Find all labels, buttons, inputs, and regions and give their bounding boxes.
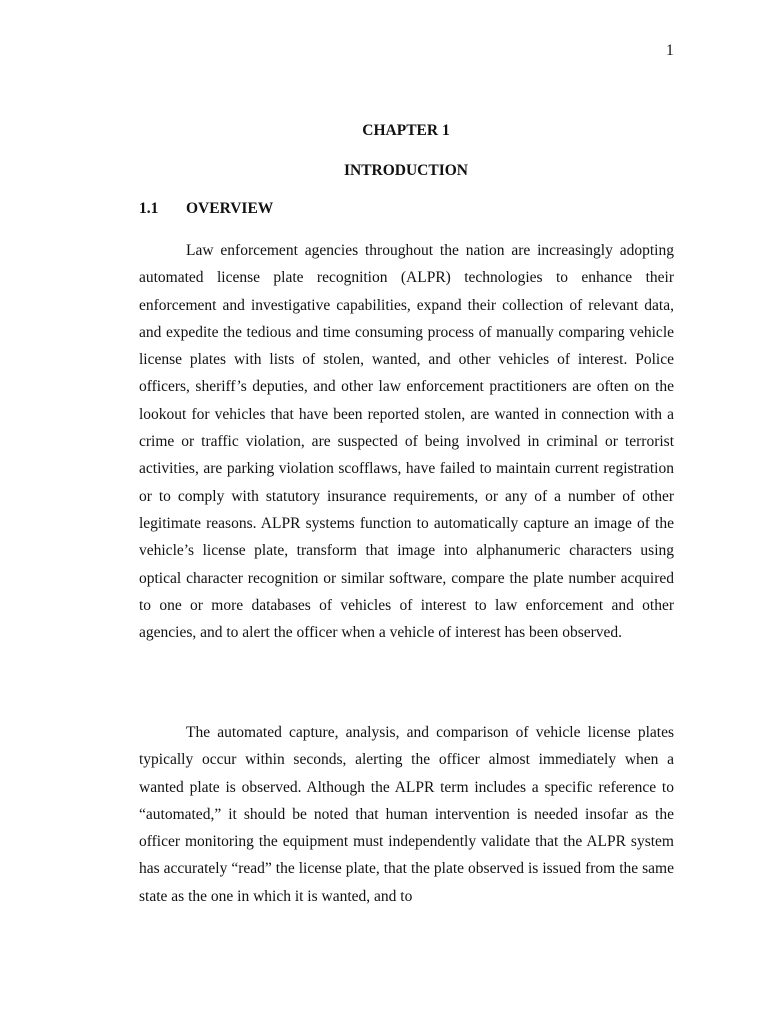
chapter-label: CHAPTER 1 — [362, 122, 450, 139]
page-number: 1 — [666, 42, 674, 59]
paragraph-overview-2 — [139, 719, 674, 910]
paragraph-text: The automated capture, analysis, and comparison of vehicle license plates typically occur within seconds, alerting the officer almost immediately when a wanted plate is observed. Although the ALPR term includes a specific reference to “automated,” it should be noted that human intervention is needed insofar as the officer monitoring the equipment must independently validate that the ALPR system has accurately “read” the license plate, that the plate observed is issued from the same state as the one in which it is wanted, and to — [139, 724, 674, 905]
paragraph-overview-1 — [139, 237, 674, 646]
section-title: OVERVIEW — [186, 200, 274, 217]
section-number: 1.1 — [139, 200, 159, 217]
section-heading — [139, 200, 273, 218]
chapter-title: INTRODUCTION — [343, 162, 468, 179]
paragraph-text: Law enforcement agencies throughout the nation are increasingly adopting automated license plate recognition (ALPR) technologies to enhance their enforcement and investigative capabilities, expand their collection of relevant data, and expedite the tedious and time consuming process of manually comparing vehicle license plates with lists of stolen, wanted, and other vehicles of interest. Police officers, sheriff’s deputies, and other law enforcement practitioners are often on the lookout for vehicles that have been reported stolen, are wanted in connection with a crime or traffic violation, are suspected of being involved in criminal or terrorist activities, are parking violation scofflaws, have failed to maintain current registration or to comply with statutory insurance requirements, or any of a number of other legitimate reasons. ALPR systems function to automatically capture an image of the vehicle’s license plate, transform that image into alphanumeric characters using optical character recognition or similar software, compare the plate number acquired to one or more databases of vehicles of interest to law enforcement and other agencies, and to alert the officer when a vehicle of interest has been observed. — [139, 242, 674, 642]
